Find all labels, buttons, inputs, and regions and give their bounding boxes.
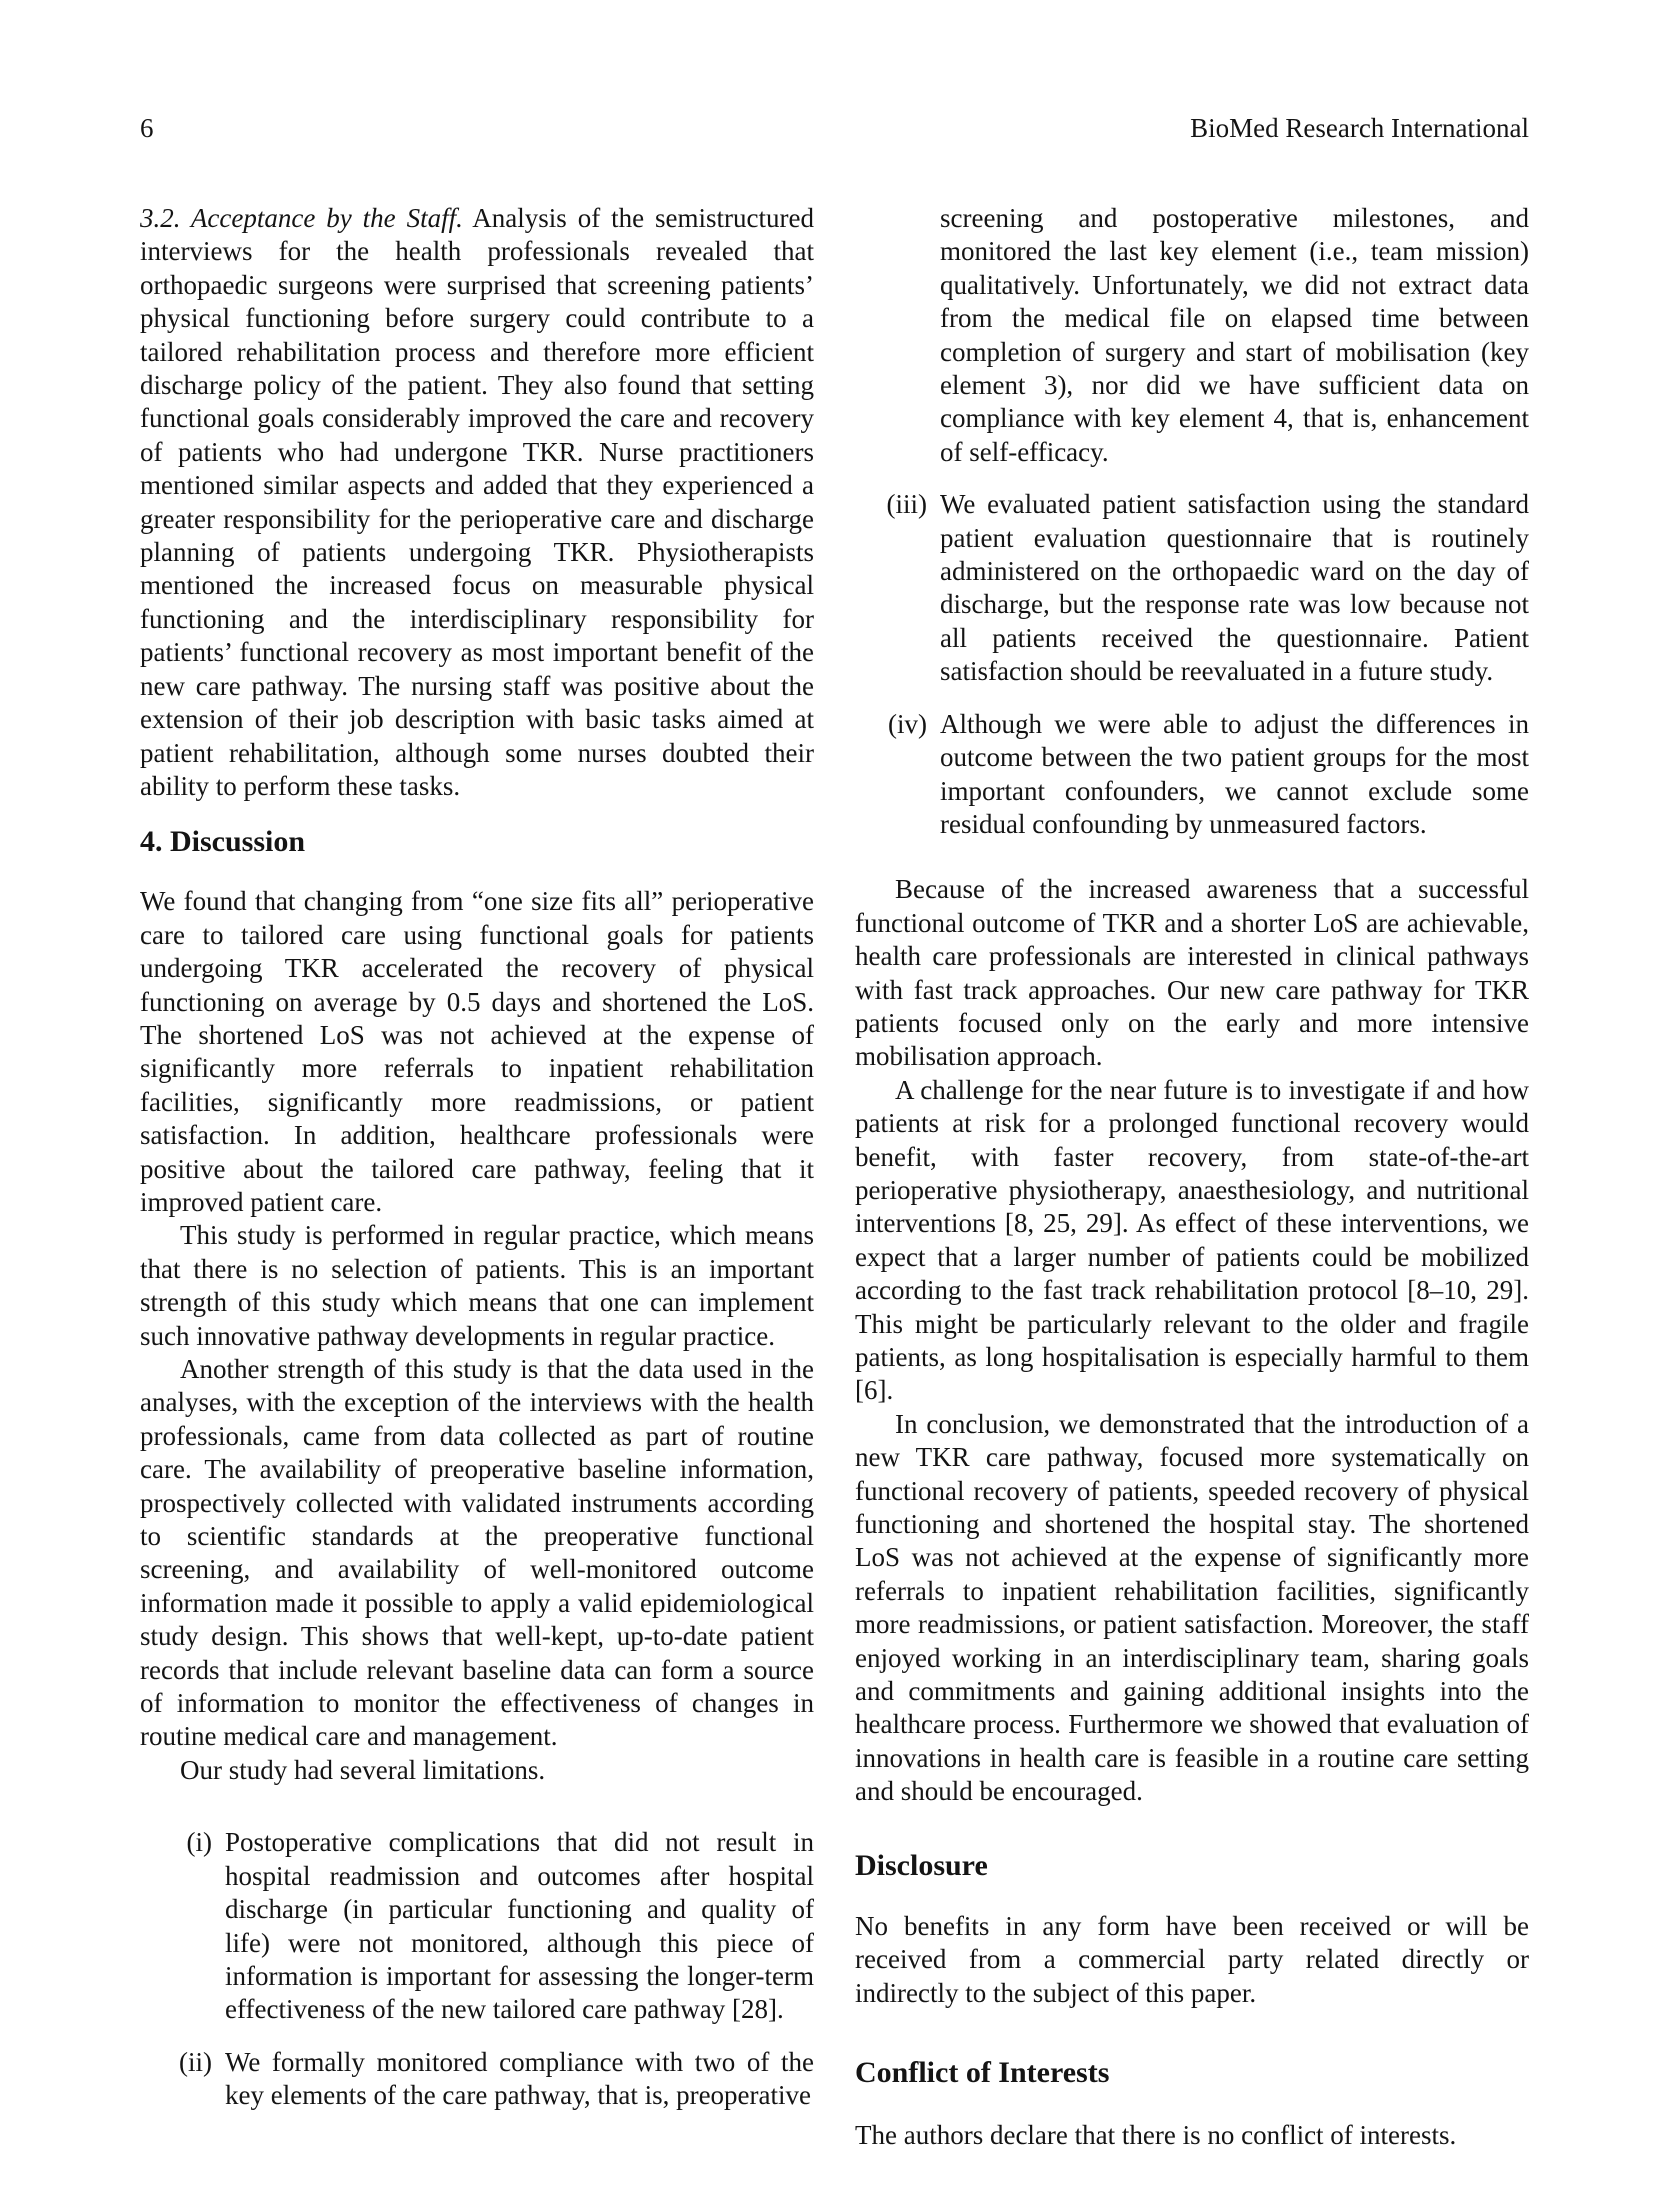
list-item-label: (i) bbox=[186, 1827, 212, 1858]
section-3-2-body: Analysis of the semistructured interviews for the health professionals revealed that orthopaedic surgeons were surprised that screening patients’ physical functioning before surgery could contribute to a tailored rehabilitation process and therefore more efficient discharge policy of the patient. They also found that setting functional goals considerably improved the care and recovery of patients who had undergone TKR. Nurse practitioners mentioned similar aspects and added that they experienced a greater responsibility for the perioperative care and discharge planning of patients undergoing TKR. Physiotherapists mentioned the increased focus on measurable physical functioning and the interdisciplinary responsibility for patients’ functional recovery as most important benefit of the new care pathway. The nursing staff was positive about the extension of their job description with basic tasks aimed at patient rehabilitation, although some nurses doubted their ability to perform these tasks. bbox=[140, 203, 814, 801]
section-3-2-heading: 3.2. Acceptance by the Staff. bbox=[140, 203, 463, 233]
conflict-of-interests-paragraph: The authors declare that there is no conflict of interests. bbox=[855, 2119, 1457, 2150]
journal-running-head: BioMed Research International bbox=[1190, 113, 1529, 143]
discussion-paragraph: This study is performed in regular practice, which means that there is no selection of patients. This is an important strength of this study which means that one can implement such innovative pathway developments in regular practice. bbox=[140, 1220, 814, 1351]
list-item bbox=[886, 488, 1529, 688]
list-item-text: We evaluated patient satisfaction using the standard patient evaluation questionnaire that is routinely administered on the orthopaedic ward on the day of discharge, but the response rate was low because not all patients received the questionnaire. Patient satisfaction should be reevaluated in a future study. bbox=[940, 489, 1529, 687]
list-item-text: Postoperative complications that did not result in hospital readmission and outcomes after hospital discharge (in particular functioning and quality of life) were not monitored, although this piece of information is important for assessing the longer-term effectiveness of the new tailored care pathway [28]. bbox=[225, 1827, 814, 2025]
disclosure-heading: Disclosure bbox=[855, 1848, 988, 1882]
list-item-text: Although we were able to adjust the differences in outcome between the two patient groups for the most important confounders, we cannot exclude some residual confounding by unmeasured factors. bbox=[940, 708, 1529, 839]
list-item-continuation: screening and postoperative milestones, and monitored the last key element (i.e., team mission) qualitatively. Unfortunately, we did not extract data from the medical file on elapsed time between completion of surgery and start of mobilisation (key element 3), nor did we have sufficient data on compliance with key element 4, that is, enhancement of self-efficacy. bbox=[940, 203, 1529, 467]
discussion-paragraph: Because of the increased awareness that a successful functional outcome of TKR and a shorter LoS are achievable, health care professionals are interested in clinical pathways with fast track approaches. Our new care pathway for TKR patients focused only on the early and more intensive mobilisation approach. bbox=[855, 874, 1529, 1072]
discussion-heading: 4. Discussion bbox=[140, 825, 306, 859]
limitations-intro: Our study had several limitations. bbox=[180, 1754, 546, 1785]
discussion-paragraph: A challenge for the near future is to investigate if and how patients at risk for a prolonged functional recovery would benefit, with faster recovery, from state-of-the-art perioperative physiotherapy, anaesthesiology, and nutritional interventions [8, 25, 29]. As effect of these interventions, we expect that a larger number of patients could be mobilized according to the fast track rehabilitation protocol [8–10, 29]. This might be particularly relevant to the older and fragile patients, as long hospitalisation is especially harmful to them [6]. bbox=[855, 1074, 1529, 1406]
limitations-list-continued bbox=[855, 202, 1529, 841]
discussion-paragraph: Another strength of this study is that the data used in the analyses, with the exception of the interviews with the health professionals, came from data collected as part of routine care. The availability of preoperative baseline information, prospectively collected with validated instruments according to scientific standards at the preoperative functional screening, and availability of well-monitored outcome information made it possible to apply a valid epidemiological study design. This shows that well-kept, up-to-date patient records that include relevant baseline data can form a source of information to monitor the effectiveness of changes in routine medical care and management. bbox=[140, 1354, 814, 1752]
disclosure-paragraph: No benefits in any form have been received or will be received from a commercial party related directly or indirectly to the subject of this paper. bbox=[855, 1910, 1529, 2008]
discussion-continued bbox=[855, 873, 1529, 1808]
list-item bbox=[186, 1826, 814, 2026]
right-column bbox=[855, 202, 1529, 2152]
list-item-label: (iii) bbox=[886, 489, 927, 520]
discussion-paragraph: We found that changing from “one size fits all” perioperative care to tailored care using functional goals for patients undergoing TKR accelerated the recovery of physical functioning on average by 0.5 days and shortened the LoS. The shortened LoS was not achieved at the expense of significantly more referrals to inpatient rehabilitation facilities, significantly more readmissions, or patient satisfaction. In addition, healthcare professionals were positive about the tailored care pathway, feeling that it improved patient care. bbox=[140, 886, 814, 1217]
conflict-of-interests-heading: Conflict of Interests bbox=[855, 2055, 1110, 2089]
left-column bbox=[140, 202, 814, 2113]
list-item bbox=[179, 2046, 814, 2113]
limitations-list bbox=[140, 1826, 814, 2112]
list-item-label: (iv) bbox=[888, 708, 927, 739]
conclusion-paragraph: In conclusion, we demonstrated that the introduction of a new TKR care pathway, focused more systematically on functional recovery of patients, speeded recovery of physical functioning and shortened the hospital stay. The shortened LoS was not achieved at the expense of significantly more referrals to inpatient rehabilitation facilities, significantly more readmissions, or patient satisfaction. Moreover, the staff enjoyed working in an interdisciplinary team, sharing goals and commitments and gaining additional insights into the healthcare process. Furthermore we showed that evaluation of innovations in health care is feasible in a routine care setting and should be encouraged. bbox=[855, 1408, 1529, 1807]
list-item-text: We formally monitored compliance with two of the key elements of the care pathway, that is, preoperative bbox=[225, 2046, 814, 2111]
list-item-label: (ii) bbox=[179, 2046, 212, 2077]
page-number: 6 bbox=[140, 113, 154, 143]
list-item bbox=[888, 708, 1529, 842]
section-3-2-paragraph bbox=[140, 202, 814, 803]
